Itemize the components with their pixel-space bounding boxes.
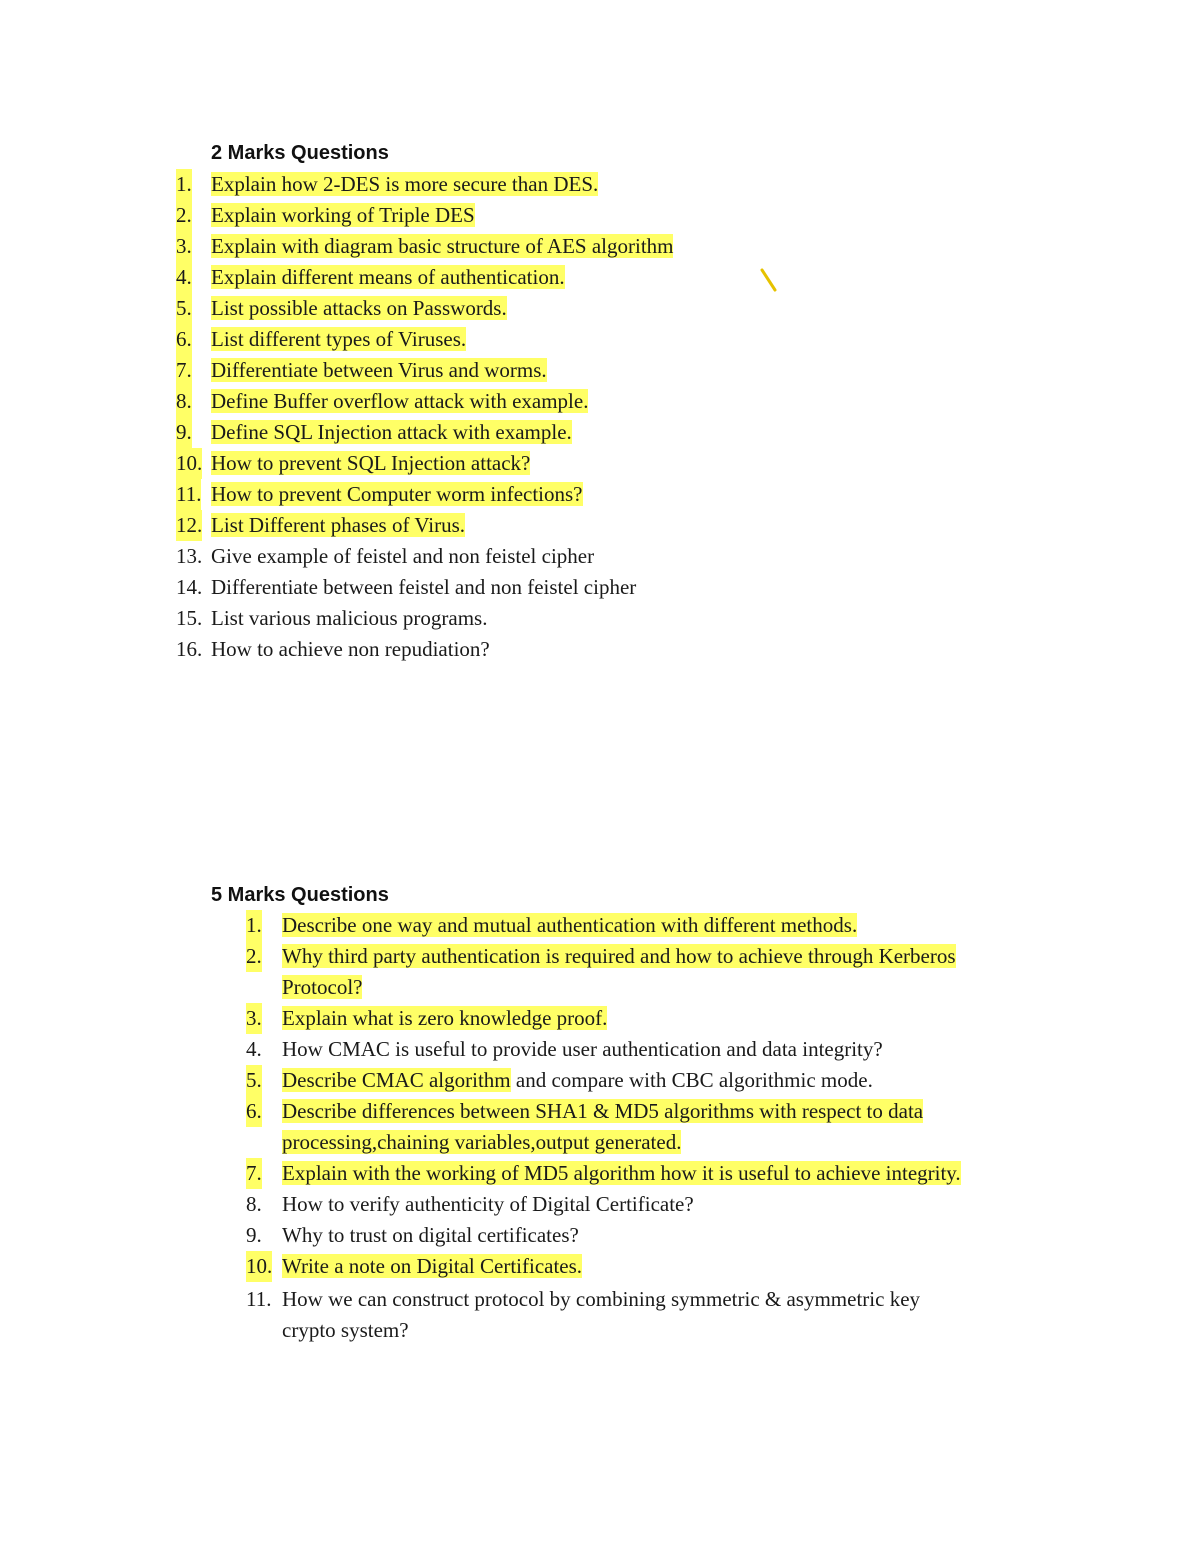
question-text: How to prevent SQL Injection attack? <box>211 451 531 475</box>
question-text: Differentiate between feistel and non feistel cipher <box>211 575 637 599</box>
question-text: Describe one way and mutual authentication with different methods. <box>282 913 858 937</box>
question-text: Explain what is zero knowledge proof. <box>282 1006 608 1030</box>
question-text: Why third party authentication is required and how to achieve through Kerberos <box>282 944 956 968</box>
question-text-continued: processing,chaining variables,output generated. <box>282 1130 682 1154</box>
question-text: Define SQL Injection attack with example. <box>211 420 572 444</box>
question-text: Differentiate between Virus and worms. <box>211 358 547 382</box>
question-text: Explain with the working of MD5 algorithm how it is useful to achieve integrity. <box>282 1161 961 1185</box>
question-text: Explain working of Triple DES <box>211 203 475 227</box>
question-text: Describe differences between SHA1 & MD5 algorithms with respect to data <box>282 1099 924 1123</box>
question-text: List different types of Viruses. <box>211 327 467 351</box>
question-text: List possible attacks on Passwords. <box>211 296 507 320</box>
question-text: Explain different means of authentication. <box>211 265 565 289</box>
question-text: Define Buffer overflow attack with example. <box>211 389 589 413</box>
pen-mark-icon <box>760 268 778 294</box>
question-text: How to prevent Computer worm infections? <box>211 482 583 506</box>
question-text: Explain how 2-DES is more secure than DES. <box>211 172 599 196</box>
question-text-continued: crypto system? <box>282 1318 409 1342</box>
question-text: How to achieve non repudiation? <box>211 637 490 661</box>
question-text: How CMAC is useful to provide user authentication and data integrity? <box>282 1037 883 1061</box>
question-text-continued: Protocol? <box>282 975 363 999</box>
document-page: 2 Marks Questions 1. Explain how 2-DES is more secure than DES. 2. Explain working of Triple DES 3. Explain with diagram basic structure of AES algorithm 4. Explain different means of authentication. 5. List possible attacks on Passwords. 6. List different types of Viruses. 7. Differentiate between Virus and worms. 8. Define Buffer overflow attack with example. 9. Define SQL Injection attack with example. 10. How to prevent SQL Injection attack? 11. How to prevent Computer worm infections? 12. List Different phases of Virus. 13. Give example of feistel and non feistel cipher 14. Differentiate between feistel and non feistel cipher 15. List various malicious programs. 16. How to achieve non repudiation? 5 Marks Questions 1. Describe one way and mutual authentication with different methods. 2. Why third party authentication is required and how to achieve through Kerberos Protocol? 3. Explain what is zero knowledge proof. 4. How CMAC is useful to provide user authentication and data integrity? 5. Describe CMAC algorithm and compare with CBC algorithmic mode. 6. Describe differences between SHA1 & MD5 algorithms with respect to data processing,chaining variables,output generated. 7. Explain with the working of MD5 algorithm how it is useful to achieve integrity. 8. How to verify authenticity of Digital Certificate? 9. Why to trust on digital certificates? 10. Write a note on Digital Certificates. 11. How we can construct protocol by combining symmetric & asymmetric key crypto system? <box>176 142 961 1342</box>
question-text: Write a note on Digital Certificates. <box>282 1254 583 1278</box>
question-text-highlighted-part: Describe CMAC algorithm <box>282 1068 511 1092</box>
question-text: Why to trust on digital certificates? <box>282 1223 579 1247</box>
question-text: List Different phases of Virus. <box>211 513 465 537</box>
question-text-plain-part: and compare with CBC algorithmic mode. <box>510 1068 873 1092</box>
section-heading-2-marks: 2 Marks Questions <box>211 142 389 164</box>
question-text: How to verify authenticity of Digital Certificate? <box>282 1192 694 1216</box>
question-text: List various malicious programs. <box>211 606 488 630</box>
question-text: Give example of feistel and non feistel cipher <box>211 544 595 568</box>
question-text: How we can construct protocol by combining symmetric & asymmetric key <box>282 1287 921 1311</box>
question-text: Explain with diagram basic structure of AES algorithm <box>211 234 674 258</box>
section-heading-5-marks: 5 Marks Questions <box>211 884 389 906</box>
